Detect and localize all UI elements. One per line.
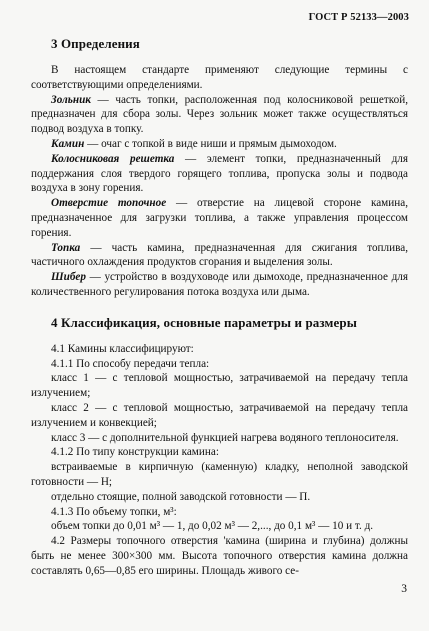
paragraph: класс 1 — с тепловой мощностью, затрачиваемой на передачу тепла излучением; bbox=[31, 372, 408, 400]
definition-item bbox=[31, 270, 408, 300]
paragraph: 4.1 Камины классифицируют: bbox=[51, 342, 194, 355]
definition-term: Отверстие топочное bbox=[51, 197, 167, 210]
document-header: ГОСТ Р 52133—2003 bbox=[308, 12, 409, 23]
definition-text: — отверстие на лицевой стороне камина, предназначенное для загрузки топлива, а также управления процессом горения. bbox=[31, 197, 409, 239]
paragraph: встраиваемые в кирпичную (каменную) кладку, неполной заводской готовности — Н; bbox=[31, 461, 408, 488]
section-4-title: 4 Классификация, основные параметры и размеры bbox=[51, 314, 357, 330]
paragraph: 4.1.1 По способу передачи тепла: bbox=[51, 357, 210, 370]
definition-text: — устройство в воздуховоде или дымоходе, предназначенное для количественного регулирования потока воздуха или дыма. bbox=[31, 271, 408, 298]
paragraph: 4.1.2 По типу конструкции камина: bbox=[51, 446, 219, 459]
definition-text: — элемент топки, предназначенный для поддержания слоя твердого горящего топлива, пропуска золы и подвода воздуха в зону горения. bbox=[31, 152, 408, 195]
definition-term: Колосниковая решетка bbox=[51, 152, 175, 165]
definition-term: Зольник bbox=[51, 93, 91, 106]
paragraph: класс 2 — с тепловой мощностью, затрачиваемой на передачу тепла излучением и конвекцией; bbox=[31, 401, 408, 429]
definition-text: — очаг с топкой в виде ниши и прямым дымоходом. bbox=[84, 137, 337, 150]
paragraph: 4.2 Размеры топочного отверстия 'камина (ширина и глубина) должны быть не менее 300×300 мм. Высота топочного отверстия камина должна составлять 0,65—0,85 его ширины. Площадь живого се- bbox=[31, 535, 408, 577]
document-body bbox=[31, 36, 408, 579]
definition-term: Шибер bbox=[51, 271, 86, 284]
definition-item bbox=[31, 93, 408, 137]
definition-item bbox=[31, 137, 408, 152]
definition-item bbox=[31, 196, 408, 240]
page-number: 3 bbox=[401, 583, 407, 595]
definition-term: Камин bbox=[51, 137, 85, 150]
definition-text: — часть топки, расположенная под колосниковой решеткой, предназначен для сбора золы. Через зольник может также осуществляться подвод воздуха в топку. bbox=[31, 93, 408, 136]
section-3-intro: В настоящем стандарте применяют следующие термины с соответствующими определениями. bbox=[31, 64, 408, 91]
paragraph: 4.1.3 По объему топки, м³: bbox=[51, 505, 177, 518]
definition-item bbox=[31, 241, 408, 271]
paragraph: класс 3 — с дополнительной функцией нагрева водяного теплоносителя. bbox=[51, 431, 399, 444]
paragraph: объем топки до 0,01 м³ — 1, до 0,02 м³ — 2,..., до 0,1 м³ — 10 и т. д. bbox=[51, 520, 374, 533]
definition-item bbox=[31, 152, 408, 196]
definition-text: — часть камина, предназначенная для сжигания топлива, частичного охлаждения продуктов сгорания и выделения золы. bbox=[31, 241, 408, 269]
definition-term: Топка bbox=[51, 241, 81, 254]
section-4-body bbox=[31, 342, 408, 579]
paragraph: отдельно стоящие, полной заводской готовности — П. bbox=[51, 490, 311, 503]
section-3-title: 3 Определения bbox=[51, 36, 140, 51]
definitions-list bbox=[31, 93, 408, 300]
